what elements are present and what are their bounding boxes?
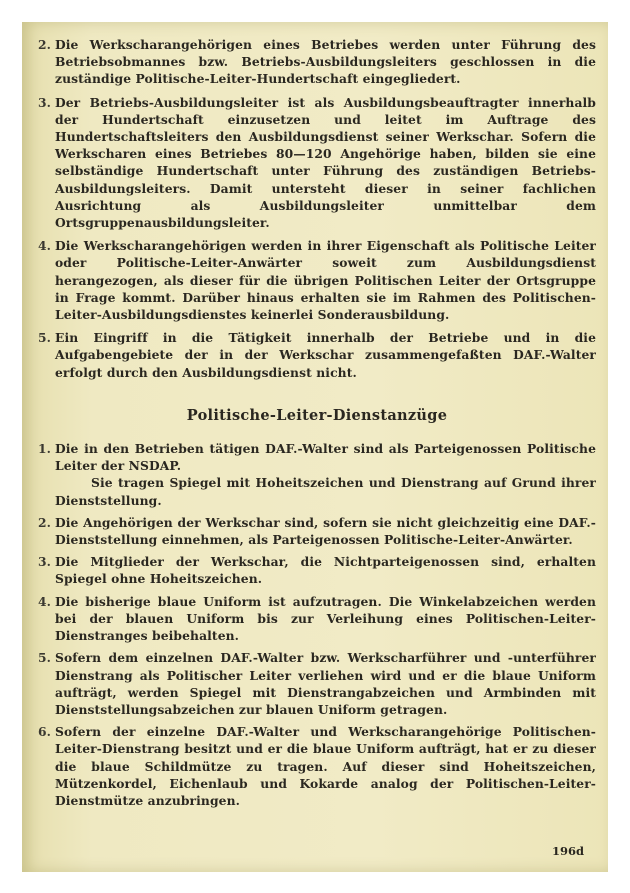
item-number: 4.	[38, 238, 52, 254]
item-text: Die Werkscharangehörigen eines Betriebes werden unter Führung des Betriebsobmannes bzw. Betriebs-Ausbildungsleiters geschlossen in die zuständige Politische-Leiter-Hundertschaft eingegliedert.	[55, 37, 596, 87]
section-werkschar-ausbildung	[38, 36, 596, 381]
item-text: Die Werkscharangehörigen werden in ihrer Eigenschaft als Politische Leiter oder Politische-Leiter-Anwärter soweit zum Ausbildungsdienst herangezogen, als dieser für die übrigen Politischen Leiter der Ortsgruppe in Frage kommt. Darüber hinaus erhalten sie im Rahmen des Politischen-Leiter-Ausbildungsdienstes keinerlei Sonderausbildung.	[55, 238, 596, 323]
item-body	[55, 440, 596, 509]
list-item	[38, 723, 596, 809]
item-number: 4.	[38, 593, 52, 609]
list-item	[38, 593, 596, 645]
list-item	[38, 36, 596, 88]
section-title: Politische-Leiter-Dienstanzüge	[186, 406, 448, 424]
list-item	[38, 649, 596, 718]
item-text: Die Angehörigen der Werkschar sind, sofern sie nicht gleichzeitig eine DAF.-Dienststellung einnehmen, als Parteigenossen Politische-Leiter-Anwärter.	[55, 514, 596, 548]
item-text: Ein Eingriff in die Tätigkeit innerhalb der Betriebe und in die Aufgabengebiete der in der Werkschar zusammengefaßten DAF.-Walter erfolgt durch den Ausbildungsdienst nicht.	[55, 330, 596, 380]
item-text: Die in den Betrieben tätigen DAF.-Walter sind als Parteigenossen Politische Leiter der NSDAP.	[55, 441, 596, 474]
item-number: 2.	[38, 514, 52, 530]
item-subtext: Sie tragen Spiegel mit Hoheitszeichen und Dienstrang auf Grund ihrer Dienststellung.	[55, 475, 596, 508]
item-number: 3.	[38, 94, 52, 110]
item-number: 3.	[38, 554, 52, 570]
item-number: 6.	[38, 724, 52, 740]
item-number: 1.	[38, 441, 52, 457]
page-content	[38, 36, 596, 814]
item-text: Die Mitglieder der Werkschar, die Nichtparteigenossen sind, erhalten Spiegel ohne Hoheitszeichen.	[55, 554, 596, 587]
item-number: 5.	[38, 330, 52, 346]
list-item	[38, 514, 596, 548]
item-text: Sofern dem einzelnen DAF.-Walter bzw. Werkscharführer und -unterführer Dienstrang als Politischer Leiter verliehen wird und er die blaue Uniform aufträgt, werden Spiegel mit Dienstrangabzeichen und Armbinden mit Dienststellungsabzeichen zur blauen Uniform getragen.	[55, 650, 596, 717]
section-dienstanzuege	[38, 440, 596, 809]
list-item	[38, 553, 596, 587]
item-text: Sofern der einzelne DAF.-Walter und Werkscharangehörige Politischen-Leiter-Dienstrang besitzt und er die blaue Uniform aufträgt, hat er zu dieser die blaue Schildmütze zu tragen. Auf dieser sind Hoheitszeichen, Mützenkordel, Eichenlaub und Kokarde analog der Politischen-Leiter-Dienstmütze anzubringen.	[55, 724, 596, 808]
list-item	[38, 329, 596, 381]
item-number: 5.	[38, 650, 52, 666]
document-page	[22, 22, 608, 872]
list-item	[38, 237, 596, 323]
list-item	[38, 440, 596, 509]
item-text: Die bisherige blaue Uniform ist aufzutragen. Die Winkelabzeichen werden bei der blauen Uniform bis zur Verleihung eines Politischen-Leiter-Dienstranges beibehalten.	[55, 593, 596, 644]
list-item	[38, 94, 596, 232]
item-number: 2.	[38, 37, 52, 52]
item-text: Der Betriebs-Ausbildungsleiter ist als Ausbildungsbeauftragter innerhalb der Hundertschaft einzusetzen und leitet im Auftrage des Hundertschaftsleiters den Ausbildungsdienst seiner Werkschar. Sofern die Werkscharen eines Betriebes 80—120 Angehörige haben, bilden sie eine selbständige Hundertschaft unter Führung des zuständigen Betriebs-Ausbildungsleiters. Damit untersteht dieser in seiner fachlichen Ausrichtung als Ausbildungsleiter unmittelbar dem Ortsgruppenausbildungsleiter.	[55, 94, 596, 231]
page-number: 196d	[551, 844, 584, 858]
